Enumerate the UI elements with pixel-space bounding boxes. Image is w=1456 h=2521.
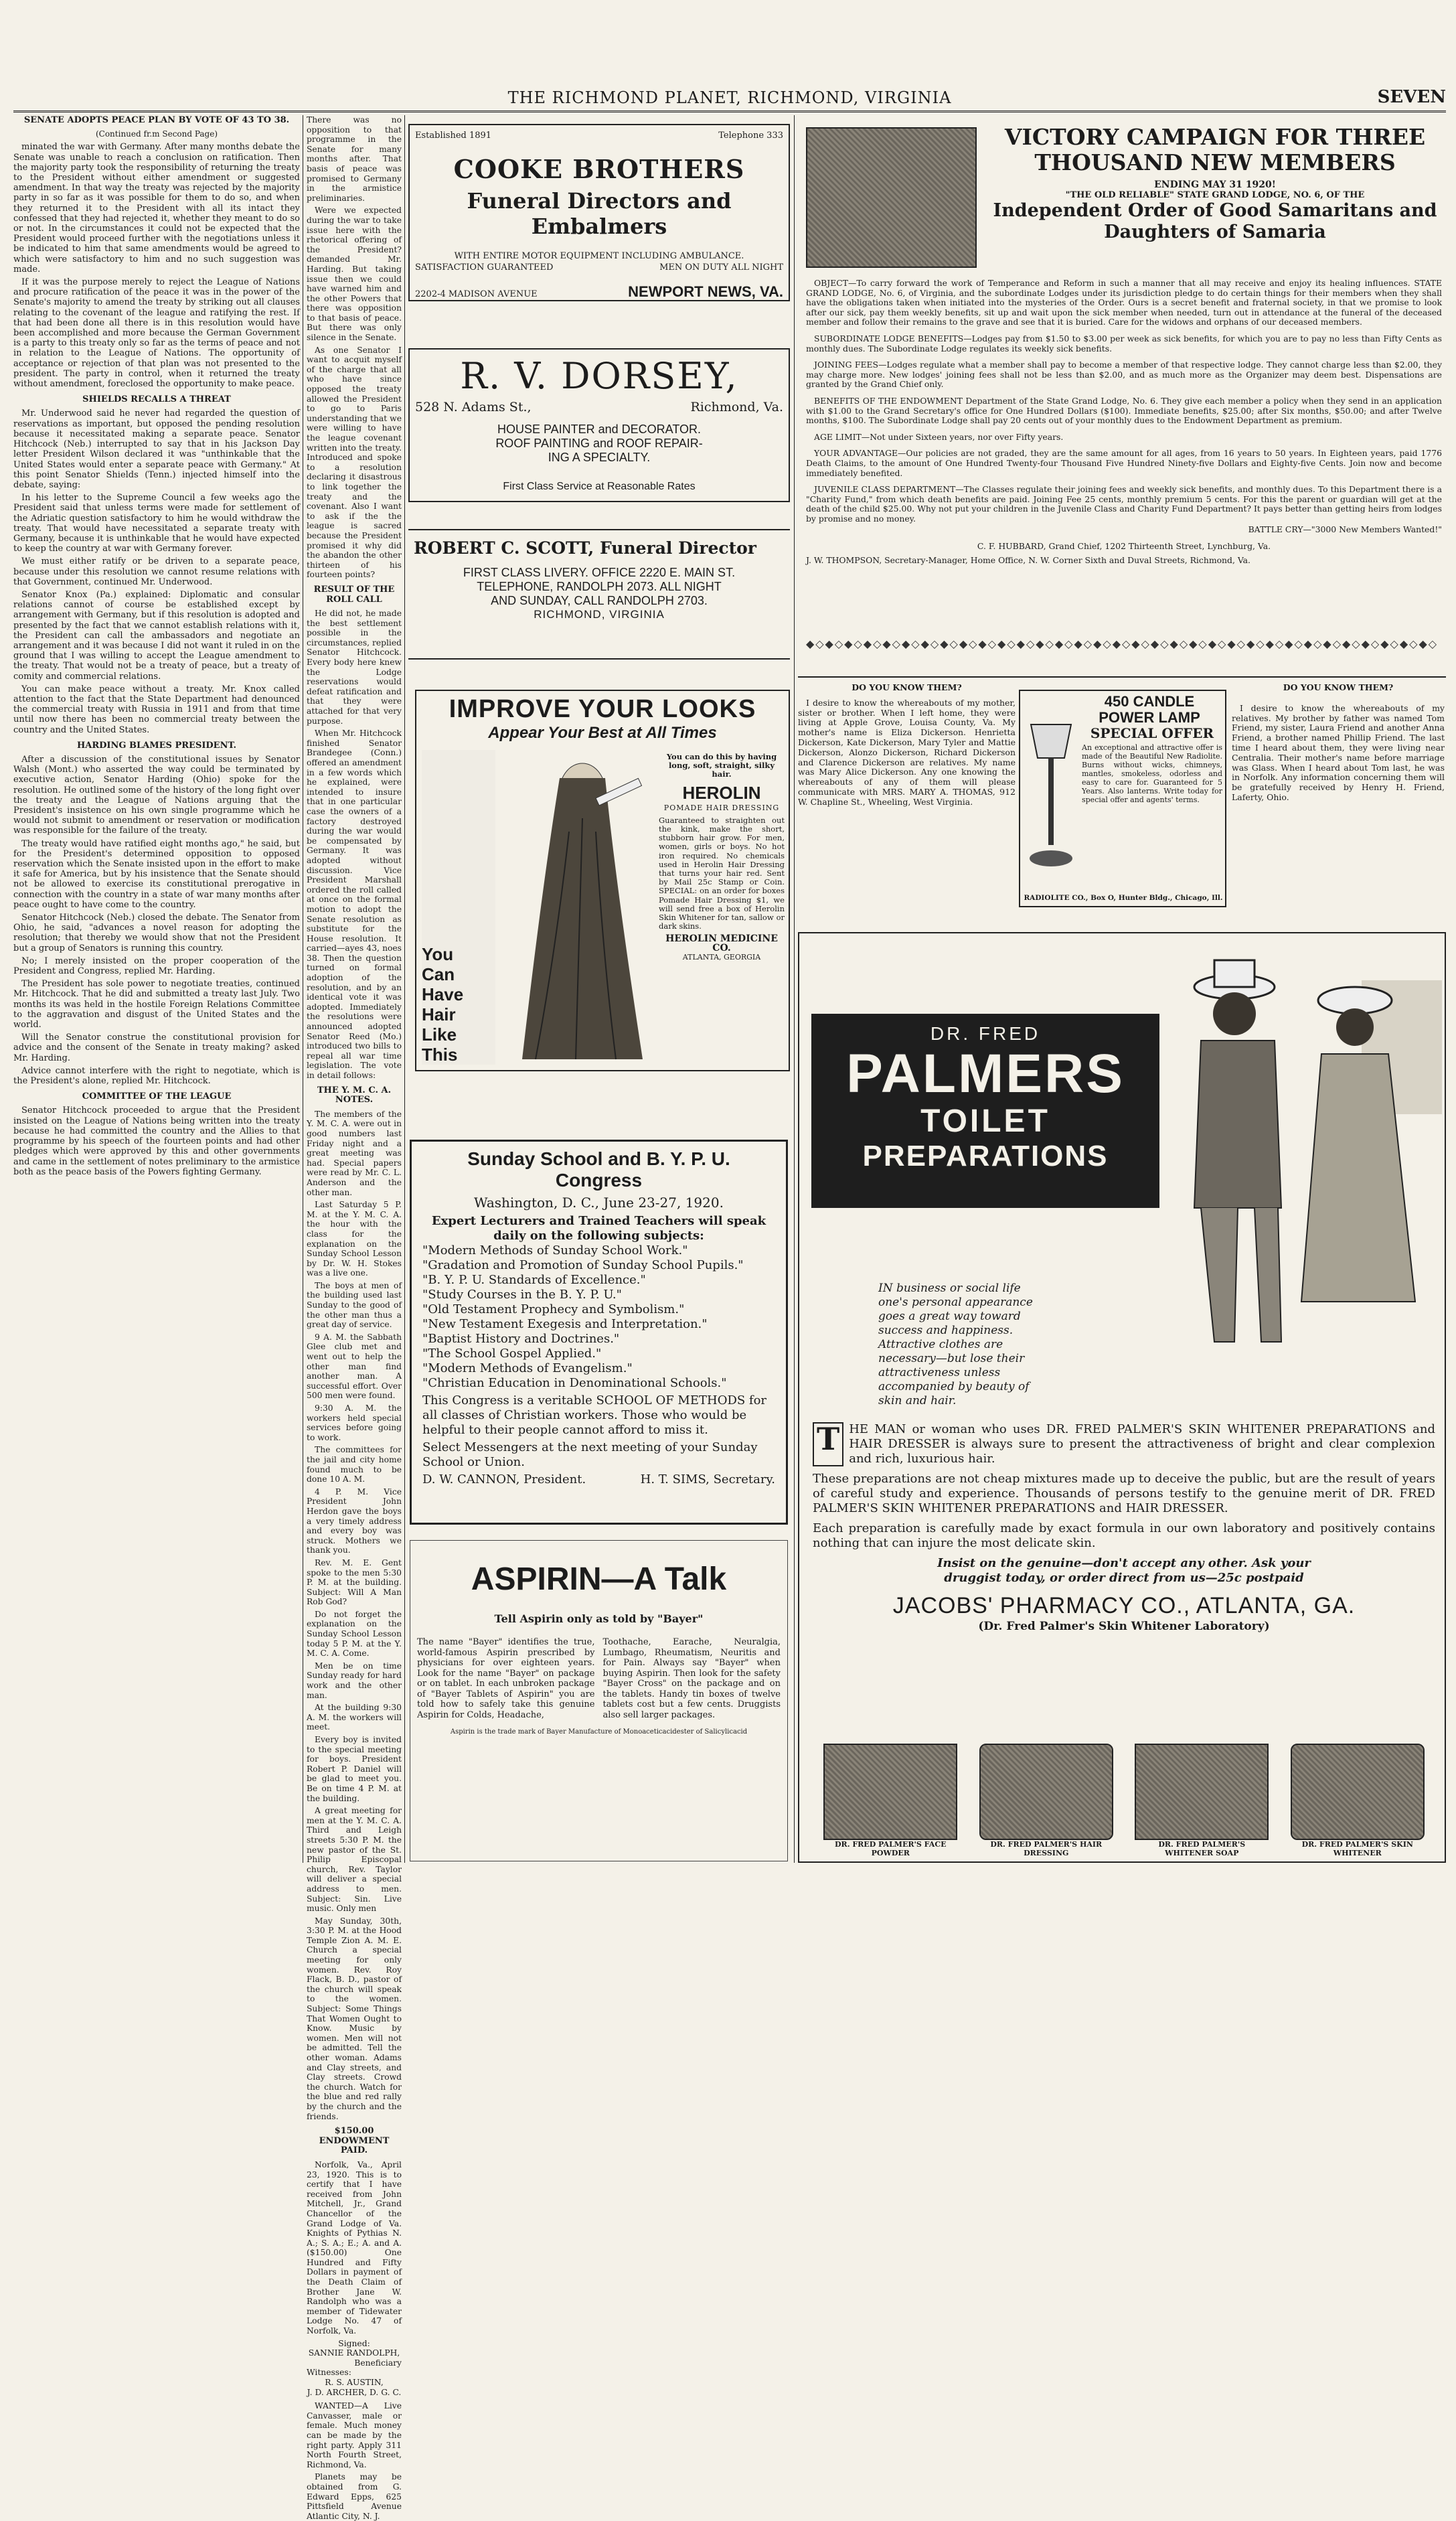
ad-gs-order: Daughters of Samaria [1104, 222, 1326, 242]
ad-cooke-brothers [408, 124, 790, 301]
witness-name: R. S. AUSTIN, [325, 2378, 384, 2387]
column-divider [404, 115, 405, 1863]
article-paragraph: Last Saturday 5 P. M. at the Y. M. C. A. the hour with the class for the explanation on the Sunday School Lesson by Dr. W. H. Stokes was a live one. [307, 1200, 402, 1278]
ad-cooke-line: SATISFACTION GUARANTEED [415, 262, 554, 273]
article-paragraph: The President has sole power to negotiate treaties, continued Mr. Hitchcock. That he did and submitted a treaty last July. Two months its was held in the hostile Foreign Relations Committee to the aggravation and disgust of the United States and the world. [13, 979, 300, 1030]
hair-dressing-tin-icon [979, 1744, 1113, 1840]
ad-gs-paragraph: AGE LIMIT—Not under Sixteen years, nor over Fifty years. [814, 431, 1064, 442]
ad-gs-paragraph: JOINING FEES—Lodges regulate what a member shall pay to become a member of that respective lodge. They cannot charge less than $2.00, they may charge more. New lodges' joining fees shall not be less than $2.00, and as much more as the Organizer may deem best. Dispensations are granted by the Grand Chief only. [806, 360, 1442, 390]
ad-lamp-special: SPECIAL OFFER [1090, 725, 1214, 741]
article-paragraph: In his letter to the Supreme Council a few weeks ago the President said that unless terms were made for settlement of the Adriatic question satisfactory to him he would withdraw the treaty. That would have necessitated a separate treaty with Germany, because it is unthinkable that he would have expected to keep the country at war with Germany forever. [13, 493, 300, 554]
ad-cooke-line: WITH ENTIRE MOTOR EQUIPMENT INCLUDING AMBULANCE. [454, 251, 744, 261]
article-paragraph: Do not forget the explanation on the Sunday School Lesson today 5 P. M. at the Y. M. C. A. Come. [307, 1609, 402, 1659]
ad-congress-body: Select Messengers at the next meeting of your Sunday School or Union. [422, 1440, 758, 1469]
ad-gs-secretary: J. W. THOMPSON, Secretary-Manager, Home Office, N. W. Corner Sixth and Duval Streets, Richmond, Va. [806, 554, 1250, 565]
ad-cooke-subtitle: Funeral Directors and Embalmers [467, 188, 732, 239]
witness-name: J. D. ARCHER, D. G. C. [307, 2387, 402, 2397]
ad-palmer-paragraph: Each preparation is carefully made by exact formula in our own laboratory and positively contains nothing that can injure the most delicate skin. [813, 1521, 1435, 1550]
product-face-powder [823, 1744, 957, 1857]
ad-palmer-brand: TOILET [920, 1103, 1050, 1139]
ad-herolin [415, 690, 790, 1071]
ad-palmers-toilet-preparations [798, 932, 1446, 1863]
article-paragraph: You can make peace without a treaty. Mr. Knox called attention to the fact that the State Department had denounced the commercial treaty with Russia in 1911 and from that time until now there has been no commercial treaty between the country and the United States. [13, 684, 300, 735]
ad-palmer-dropcap: T [813, 1422, 843, 1466]
continued-note: (Continued fr.m Second Page) [95, 129, 218, 139]
face-powder-box-icon [823, 1744, 957, 1840]
palmers-brand-panel [811, 1014, 1159, 1208]
article-paragraph: Senator Hitchcock proceeded to argue that the President insisted on the League of Nations being written into the treaty because he had committed the country and the Allies to that programme by his speech of the fourteen points and had other pledges which were approved by this and other governments and came in the settlement of notes preliminary to the armistice both as the peace basis of the Powers fighting Germany. [13, 1105, 300, 1177]
ad-palmer-paragraph: These preparations are not cheap mixtures made up to deceive the public, but are the result of years of careful study and experience. Thousands of persons testify to the genuine merit of DR. FRED PALMER'S SKIN WHITENER PREPARATIONS and HAIR DRESSER. [813, 1472, 1435, 1515]
ad-congress-subject: "Gradation and Promotion of Sunday School Pupils." [422, 1258, 744, 1272]
ad-congress-subject: "Study Courses in the B. Y. P. U." [422, 1288, 622, 1302]
palmer-products-row [813, 1737, 1435, 1857]
subhead: THE Y. M. C. A. NOTES. [317, 1085, 392, 1105]
product-skin-whitener [1291, 1744, 1425, 1857]
product-label: DR. FRED PALMER'S FACE POWDER [835, 1840, 947, 1857]
ad-herolin-slogan: You [422, 944, 454, 964]
ad-scott-name: ROBERT C. SCOTT, Funeral Director [414, 538, 756, 558]
ad-herolin-slogan: This [422, 1045, 458, 1065]
ad-palmer-lab: (Dr. Fred Palmer's Skin Whitener Laboratory) [978, 1620, 1270, 1633]
product-whitener-soap [1135, 1744, 1269, 1857]
distributor-note: Planets may be obtained from G. Edward Epps, 625 Pittsfield Avenue Atlantic City, N. J. [307, 2472, 402, 2521]
ad-established: Established 1891 [415, 131, 492, 141]
wanted-ad: WANTED—A Live Canvasser, male or female. Much money can be made by the right party. Apply 311 North Fourth Street, Richmond, Va. [307, 2401, 402, 2469]
ad-aspirin-column: The name "Bayer" identifies the true, world-famous Aspirin prescribed by physicians for over eighteen years. Look for the name "Bayer" on package or on tablet. In each unbroken package of "Bayer Tablets of Aspirin" you are told how to safely take this genuine Aspirin for Colds, Headache, [417, 1637, 595, 1720]
ad-scott-line: AND SUNDAY, CALL RANDOLPH 2703. [491, 594, 708, 607]
ad-dorsey-line: ROOF PAINTING and ROOF REPAIR- [495, 437, 703, 450]
signature: SANNIE RANDOLPH, [308, 2348, 400, 2358]
lodge-building-photo [806, 127, 977, 268]
product-label: DR. FRED PALMER'S SKIN WHITENER [1301, 1840, 1413, 1857]
ad-herolin-company: HEROLIN MEDICINE CO. [665, 933, 778, 953]
subhead: SHIELDS RECALLS A THREAT [82, 394, 231, 405]
article-paragraph: The treaty would have ratified eight months ago," he said, but for the President's determined opposition to opposed reservation which the Senate insisted upon in the effort to make it safe for America, but by his insistence that the Senate should not be allowed to exercise its constitutional prerogative in connection with the country in a state of war many months after peace ought to have come to the country. [13, 838, 300, 910]
notice-heading: DO YOU KNOW THEM? [1283, 682, 1394, 692]
article-paragraph: 9 A. M. the Sabbath Glee club met and went out to help the other man find another man. A successful effort. Over 500 men were found. [307, 1332, 402, 1401]
article-paragraph: minated the war with Germany. After many months debate the Senate was unable to reach a conclusion on ratification. Then the majority party took the responsibility of returning the treaty to the President without either amendment or suggested amendment. In that way the treaty was rejected by the majority party in so far as it was possible for them to do so, and when they returned it to the President with all its intact they confessed that they had rejected it, whether they meant to do so or not. In the circumstances it could not be expected that the President would proceed further with the negotiations unless it be indicated to him that same amendments would be agreed to which were satisfactory to him and no such suggestion was made. [13, 142, 300, 275]
subhead: $150.00 ENDOWMENT PAID. [319, 2126, 390, 2156]
section-divider [798, 676, 1446, 678]
ad-telephone: Telephone 333 [718, 131, 783, 141]
product-hair-dressing [979, 1744, 1113, 1857]
subhead: RESULT OF THE ROLL CALL [313, 584, 395, 605]
masthead-title: THE RICHMOND PLANET, RICHMOND, VIRGINIA [507, 88, 952, 107]
ad-palmer-insist: Insist on the genuine—don't accept any other. Ask your [937, 1556, 1311, 1570]
article-paragraph: The committees for the jail and city home found much to be done 10 A. M. [307, 1445, 402, 1484]
masthead [13, 86, 1446, 112]
ad-scott-line: RICHMOND, VIRGINIA [534, 608, 665, 621]
ad-dorsey-line: First Class Service at Reasonable Rates [503, 481, 696, 492]
article-paragraph: When Mr. Hitchcock finished Senator Brandegee (Conn.) offered an amendment in a few words which he explained, were intended to insure that in one particular case the owners of a factory destroyed during the war would be compensated by Germany. It was adopted without discussion. Vice President Marshall ordered the roll called at once on the formal motion to adopt the Senate resolution as substitute for the House resolution. It carried—ayes 43, noes 38. Then the question turned on formal adoption of the resolution, and by an identical vote it was adopted. Immediately the resolutions were announced adopted Senator Reed (Mo.) introduced two bills to repeal all war time legislation. The vote in detail follows: [307, 729, 402, 1080]
article-paragraph: If it was the purpose merely to reject the League of Nations and procure ratification of the peace it was in the power of the Senate's majority to amend the treaty by striking out all clauses relating to the covenant of the league and ratifying the rest. If that had been done all there is in this resolution would have been accomplished and more because the German Government is a party to this treaty only so far as the terms of peace and not in relation to the League of Nations. The opportunity of acceptance or rejection of that plan was not presented to the president. The party in control, when it returned the treaty without amendment, foreclosed the opportunity to make peace. [13, 277, 300, 390]
article-paragraph: Norfolk, Va., April 23, 1920. This is to certify that I have received from John Mitchell, Jr., Grand Chancellor of the Grand Lodge of Va. Knights of Pythias N. A.; S. A.; E.; A. and A. ($150.00) One Hundred and Fifty Dollars in payment of the Death Claim of Brother Jane W. Randolph who was a member of Tidewater Lodge No. 47 of Norfolk, Va. [307, 2159, 402, 2336]
article-paragraph: A great meeting for men at the Y. M. C. A. Third and Leigh streets 5:30 P. M. the new pastor of the St. Philip Episcopal church, Rev. Taylor will deliver a special address to men. Subject: Sin. Live music. Only men [307, 1806, 402, 1914]
ad-congress-subject: "B. Y. P. U. Standards of Excellence." [422, 1273, 646, 1287]
ad-gs-paragraph: SUBORDINATE LODGE BENEFITS—Lodges pay from $1.50 to $3.00 per week as sick benefits, for which you are to pay no less than Fifty Cents as monthly dues. The Subordinate Lodge regulates its weekly sick benefits. [806, 333, 1442, 354]
page-number: SEVEN [1377, 87, 1446, 107]
ad-dorsey [408, 348, 790, 502]
ad-lamp-heading: 450 CANDLE POWER LAMP [1099, 693, 1200, 726]
ad-congress-subject: "Modern Methods of Evangelism." [422, 1361, 633, 1375]
ad-gs-battle-cry: BATTLE CRY—"3000 New Members Wanted!" [1248, 524, 1442, 535]
notice-body: I desire to know the whereabouts of my mother, sister or brother. When I left home, they were living at Apple Grove, Louisa County, Va. My mother's name is Eliza Dickerson. Henrietta Dickerson, Kate Dickerson, Mary Tyler and Mattie Dickerson, Alonzo Dickerson, Richard Dickerson and Clarence Dickerson are relatives. My name was Mary Alice Dickerson. Any one knowing the whereabouts of any of them will please communicate with MRS. MARY A. THOMAS, 912 W. Chapline St., Wheeling, West Virginia. [798, 697, 1016, 807]
notice-body: I desire to know the whereabouts of my relatives. My brother by father was named Tom Friend, my sister, Laura Friend and another Anna Friend, a brother named Phillip Friend. The last time I heard about them, they were living near Centralia. Their mother's name before marriage was Glass. When I heard about Tom last, he was in Norfolk. Any information concerning them will be gratefully received by Henry H. Friend, Laferty, Ohio. [1232, 702, 1445, 802]
ad-lamp-body: An exceptional and attractive offer is made of the Beautiful New Radiolite. Burns without wicks, chimneys, mantles, smokeless, odorless and easy to care for. Guaranteed for 5 Years. Also lanterns. Write today for special offer and agents' terms. [1082, 743, 1222, 804]
ad-scott [408, 529, 790, 660]
woman-hair-picture [495, 751, 656, 1063]
article-paragraph: Senator Knox (Pa.) explained: Diplomatic and consular relations cannot of course be established except by arrangement with Germany, but if this resolution is adopted and presented by the fact that we cannot establish relations with it, the President can call the ambassadors and negotiate an arrangement and it was because I did not want it ruled in on the ground that I was willing to accept the League amendment to the treaty. That would not be a treaty of peace, but a treaty of comity and commercial relations. [13, 589, 300, 682]
ad-herolin-slogan: Can [422, 964, 455, 984]
ad-palmer-quote: IN business or social life one's personal appearance goes a great way toward success and happiness. Attractive clothes are necessary—but lose their attractiveness unless accompanied by beauty of skin and hair. [878, 1282, 1033, 1407]
article-paragraph: As one Senator I want to acquit myself of the charge that all who have since opposed the treaty allowed the President to go to Paris understanding that we were willing to have the league covenant written into the treaty. Introduced and spoke to a resolution declaring it disastrous to link together the treaty and the covenant. Also I want to ask if the the league is sacred because the President promised it why did the abandon the other thirteen of his fourteen points? [307, 345, 402, 580]
article-paragraph: 4 P. M. Vice President John Herdon gave the boys a very timely address and every boy was struck. Mothers we thank you. [307, 1486, 402, 1555]
ad-aspirin-subtitle: Tell Aspirin only as told by "Bayer" [494, 1612, 704, 1625]
article-paragraph: Men be on time Sunday ready for hard work and the other man. [307, 1661, 402, 1700]
ad-congress-subject: "Christian Education in Denominational Schools." [422, 1376, 727, 1390]
product-label: DR. FRED PALMER'S WHITENER SOAP [1158, 1840, 1246, 1857]
subhead: HARDING BLAMES PRESIDENT. [76, 740, 236, 751]
ad-herolin-brand-sub: POMADE HAIR DRESSING [663, 803, 780, 812]
notice-do-you-know-them [1232, 683, 1445, 897]
article-paragraph: Advice cannot interfere with the right to negotiate, which is the President's alone, replied Mr. Hitchcock. [13, 1065, 300, 1087]
ad-dorsey-address: 528 N. Adams St., [415, 400, 532, 414]
ad-cooke-line: MEN ON DUTY ALL NIGHT [659, 262, 783, 273]
witness-label: Witnesses: [307, 2368, 351, 2378]
ornamental-border: ◆◇◆◇◆◇◆◇◆◇◆◇◆◇◆◇◆◇◆◇◆◇◆◇◆◇◆◇◆◇◆◇◆◇◆◇◆◇◆◇◆◇◆◇◆◇◆◇◆◇◆◇◆◇◆◇◆◇◆◇◆◇◆◇◆◇ [805, 637, 1439, 650]
lamp-icon [1024, 718, 1078, 872]
ad-dorsey-line: ING A SPECIALTY. [548, 451, 651, 464]
ad-palmer-brand: PREPARATIONS [862, 1140, 1109, 1172]
column-ymca [307, 115, 402, 2521]
notice-do-you-know-them [798, 683, 1016, 931]
article-paragraph: Every boy is invited to the special meeting for boys. President Robert P. Daniel will be glad to meet you. Be on time 4 P. M. at the building. [307, 1735, 402, 1803]
ad-dorsey-city: Richmond, Va. [690, 400, 783, 414]
article-paragraph: He did not, he made the best settlement possible in the circumstances, replied Senator Hitchcock. Every body here knew the Lodge reservations would defeat ratification and that they were attached for that very purpose. [307, 609, 402, 726]
notice-heading: DO YOU KNOW THEM? [852, 682, 962, 692]
ad-palmer-paragraph: HE MAN or woman who uses DR. FRED PALMER'S SKIN WHITENER PREPARATIONS and HAIR DRESSER is always sure to present the attractiveness of bright and clear complexion and rich, luxurious hair. [849, 1422, 1435, 1466]
article-paragraph: After a discussion of the constitutional issues by Senator Walsh (Mont.) who asserted the way could be terminated by executive action, Senator Harding (Ohio) spoke for the resolution. He outlined some of the history of the long fight over the treaty and the League of Nations arguing that the President's insistence on his own single programme which he would not submit to amendment or reservation or modification was responsible for the failure of the treaty. [13, 754, 300, 836]
subhead: COMMITTEE OF THE LEAGUE [82, 1091, 232, 1102]
column-divider [794, 115, 795, 1863]
ad-herolin-title: IMPROVE YOUR LOOKS [449, 695, 756, 723]
ad-scott-line: TELEPHONE, RANDOLPH 2073. ALL NIGHT [477, 580, 722, 593]
article-paragraph: 9:30 A. M. the workers held special services before going to work. [307, 1403, 402, 1442]
ad-herolin-subtitle: Appear Your Best at All Times [488, 724, 717, 742]
ad-congress-subject: "Baptist History and Doctrines." [422, 1332, 620, 1346]
ad-aspirin-title: ASPIRIN—A Talk [471, 1561, 727, 1597]
ad-gs-old-reliable: "THE OLD RELIABLE" STATE GRAND LODGE, NO. 6, OF THE [1065, 190, 1365, 200]
ad-cooke-name: COOKE BROTHERS [453, 154, 745, 184]
ad-herolin-body: Guaranteed to straighten out the kink, make the short, stubborn hair grow. For men, women, girls or boys. No hot iron required. No chemicals used in Herolin Hair Dressing that turns your hair red. Sent by Mail 25c Stamp or Coin. SPECIAL: on an order for boxes Pomade Hair Dressing $1, we will send free a box of Herolin Skin Whitener for tan, sallow or dark skins. [659, 815, 785, 931]
ad-gs-headline: VICTORY CAMPAIGN FOR THREE [1004, 124, 1426, 150]
ad-congress-subject: "Old Testament Prophecy and Symbolism." [422, 1302, 685, 1316]
ad-aspirin [410, 1540, 788, 1861]
ad-gs-paragraph: OBJECT—To carry forward the work of Temperance and Reform in such a manner that all may receive and enjoy its healing influences. STATE GRAND LODGE, No. 6, of Virginia, and the subordinate Lodges under its jurisdiction pledge to do certain things for their members when they shall have the obligations taken when initiated into the mysteries of the Order. Ours is a secret benefit and fraternal society, in that we promise to look after our sick, pay them weekly benefits, sit up and wait upon the sick member when needed, turn out in attendance at the funeral of the deceased member and follow their remains to the grave and see that it is buried. Care for the widows and orphans of our deceased members. [806, 278, 1442, 327]
ad-congress-subject: "Modern Methods of Sunday School Work." [422, 1243, 688, 1257]
article-paragraph: Rev. M. E. Gent spoke to the men 5:30 P. M. at the building. Subject: Will A Man Rob God? [307, 1557, 402, 1607]
article-paragraph: We must either ratify or be driven to a separate peace, because under this resolution we cannot resume relations with that Government, continued Mr. Underwood. [13, 556, 300, 587]
hair-illustration-icon [495, 751, 656, 1063]
ad-herolin-side [659, 753, 785, 1067]
ad-sunday-school-congress [410, 1140, 788, 1525]
article-paragraph: Will the Senator construe the constitutional provision for advice and the consent of the Senate in treaty making? asked Mr. Harding. [13, 1033, 300, 1063]
ad-gs-headline: THOUSAND NEW MEMBERS [1034, 149, 1396, 175]
ad-congress-secretary: H. T. SIMS, Secretary. [640, 1472, 775, 1486]
ad-gs-order: Independent Order of Good Samaritans and [993, 200, 1437, 221]
ad-herolin-city: ATLANTA, GEORGIA [682, 952, 761, 962]
article-paragraph: May Sunday, 30th, 3:30 P. M. at the Hood Temple Zion A. M. E. Church a special meeting for only women. Rev. Roy Flack, B. D., pastor of the church will speak to the women. Subject: Some Things That Women Ought to Know. Music by women. Men will not be admitted. Tell the other woman. Adams and Clay streets, and Clay streets. Crowd the church. Watch for the blue and red rally by the church and the friends. [307, 1916, 402, 2121]
ad-good-samaritans [798, 119, 1446, 668]
article-paragraph: At the building 9:30 A. M. the workers will meet. [307, 1703, 402, 1732]
ad-gs-grand-chief: C. F. HUBBARD, Grand Chief, 1202 Thirteenth Street, Lynchburg, Va. [977, 541, 1271, 552]
ad-herolin-brand: HEROLIN [682, 782, 761, 803]
ad-herolin-slogan: Hair [422, 1004, 456, 1024]
ad-herolin-slogan: Like [422, 1024, 457, 1045]
article-paragraph: Senator Hitchcock (Neb.) closed the debate. The Senator from Ohio, he said, "advances a novel reason for adopting the resolution; that thereby we would show that not the President but a group of Senators is running this country. [13, 913, 300, 953]
ad-herolin-intro: You can do this by having long, soft, straight, silky hair. [666, 752, 777, 779]
signed-label: Signed: [338, 2338, 370, 2348]
article-paragraph: Mr. Underwood said he never had regarded the question of reservations as important, but opposed the pending resolution because it necessitated making a separate peace. Senator Hitchcock (Neb.) interrupted to say that in his Jackson Day letter President Wilson declared it was "unthinkable that the United States would enter a separate peace with Germany." At this point Senator Shields (Tenn.) injected himself into the debate, saying: [13, 408, 300, 490]
ad-dorsey-name: R. V. DORSEY, [460, 355, 738, 397]
ad-palmer-company: JACOBS' PHARMACY CO., ATLANTA, GA. [892, 1593, 1356, 1618]
ad-gs-paragraph: BENEFITS OF THE ENDOWMENT Department of the State Grand Lodge, No. 6. They give each member a policy when they send in an application with $1.00 to the Grand Secretary's office for One Hundred Dollars ($100). Immediate benefits, $25.00; after Six months, $50.00; and after Twelve months, $100. The Subordinate Lodge shall pay 20 cents out of your monthly dues to the Endowment Department as premium. [806, 395, 1442, 426]
product-label: DR. FRED PALMER'S HAIR DRESSING [990, 1840, 1103, 1857]
ad-cooke-address: 2202-4 MADISON AVENUE [415, 289, 538, 299]
ad-lamp-company: RADIOLITE CO., Box O, Hunter Bldg., Chicago, Ill. [1024, 894, 1223, 902]
signature-role: Beneficiary [354, 2358, 402, 2368]
ad-congress-subject: "New Testament Exegesis and Interpretation." [422, 1317, 708, 1331]
ad-congress-place: Washington, D. C., June 23-27, 1920. [474, 1195, 724, 1211]
article-paragraph: Were we expected during the war to take issue here with the rhetorical offering of the President? demanded Mr. Harding. But taking issue then we could have warned him and the other Powers that there was opposition to that basis of peace. But there was only silence in the Senate. [307, 206, 402, 343]
ad-gs-paragraph: YOUR ADVANTAGE—Our policies are not graded, they are the same amount for all ages, from 16 years to 50 years. In Eighteen years, paid 1776 Death Claims, to the amount of One Hundred Twenty-four Thousand Five Hundred Ninety-five Dollars and Eighty-five Cents. Join now and become immediately benefited. [806, 448, 1442, 478]
headline-senate: SENATE ADOPTS PEACE PLAN BY VOTE OF 43 TO 38. [23, 115, 290, 125]
ad-congress-president: D. W. CANNON, President. [422, 1472, 586, 1486]
ad-gs-paragraph: JUVENILE CLASS DEPARTMENT—The Classes regulate their joining fees and weekly sick benefits, and monthly dues. To this Department there is a "Charity Fund," from which death benefits are paid. Joining Fee 25 cents, monthly premium 5 cents. For this the parent or guardian will get at the death of the child $25.00. Why not put your children in the Juvenile Class and Charity Fund Department? It pays better than getting heirs from lodges by promise and no money. [806, 484, 1442, 524]
ad-aspirin-footnote: Aspirin is the trade mark of Bayer Manufacture of Monoaceticacidester of Salicylicacid [450, 1728, 748, 1736]
woman-long-hair-illustration [422, 750, 495, 1065]
ad-radiolite-lamp [1019, 690, 1226, 907]
article-paragraph: The boys at men of the building used last Sunday to the good of the other man thus a great day of service. [307, 1280, 402, 1330]
couple-walking-icon [1161, 940, 1442, 1355]
ad-congress-title: Sunday School and B. Y. P. U. Congress [467, 1148, 730, 1191]
article-paragraph: No; I merely insisted on the proper cooperation of the President and Congress, replied Mr. Harding. [13, 956, 300, 977]
article-paragraph: There was no opposition to that programme in the Senate for many months after. That basis of peace was promised to Germany in the armistice preliminaries. [307, 115, 402, 203]
ad-cooke-city: NEWPORT NEWS, VA. [628, 283, 783, 300]
ad-dorsey-line: HOUSE PAINTER and DECORATOR. [497, 423, 702, 436]
ad-herolin-slogan: Have [422, 984, 464, 1004]
ad-palmer-brand: PALMERS [846, 1043, 1125, 1104]
article-paragraph: The members of the Y. M. C. A. were out in good numbers last Friday night and a great meeting was had. Special papers were read by Mr. C. L. Anderson and the other man. [307, 1109, 402, 1197]
ad-palmer-brand: DR. FRED [930, 1023, 1041, 1044]
ad-palmer-insist: druggist today, or order direct from us—25c postpaid [944, 1571, 1304, 1585]
column-senate [13, 115, 300, 1863]
ad-aspirin-column: Toothache, Earache, Neuralgia, Lumbago, Rheumatism, Neuritis and for Pain. Always say "Bayer" when buying Aspirin. Then look for the safety "Bayer Cross" on the package and on the tablets. Handy tin boxes of twelve tablets cost but a few cents. Druggists also sell larger packages. [602, 1637, 781, 1720]
ad-congress-body: This Congress is a veritable SCHOOL OF METHODS for all classes of Christian workers. Those who would be helpful to their people cannot afford to miss it. [422, 1393, 767, 1437]
couple-illustration [1161, 940, 1442, 1355]
ad-gs-ending: ENDING MAY 31 1920! [1154, 179, 1276, 190]
soap-box-icon [1135, 1744, 1269, 1840]
skin-whitener-jar-icon [1291, 1744, 1425, 1840]
ad-congress-intro: Expert Lecturers and Trained Teachers will speak daily on the following subjects: [431, 1214, 766, 1243]
ad-scott-line: FIRST CLASS LIVERY. OFFICE 2220 E. MAIN ST. [463, 566, 736, 579]
ad-congress-subject: "The School Gospel Applied." [422, 1347, 602, 1361]
